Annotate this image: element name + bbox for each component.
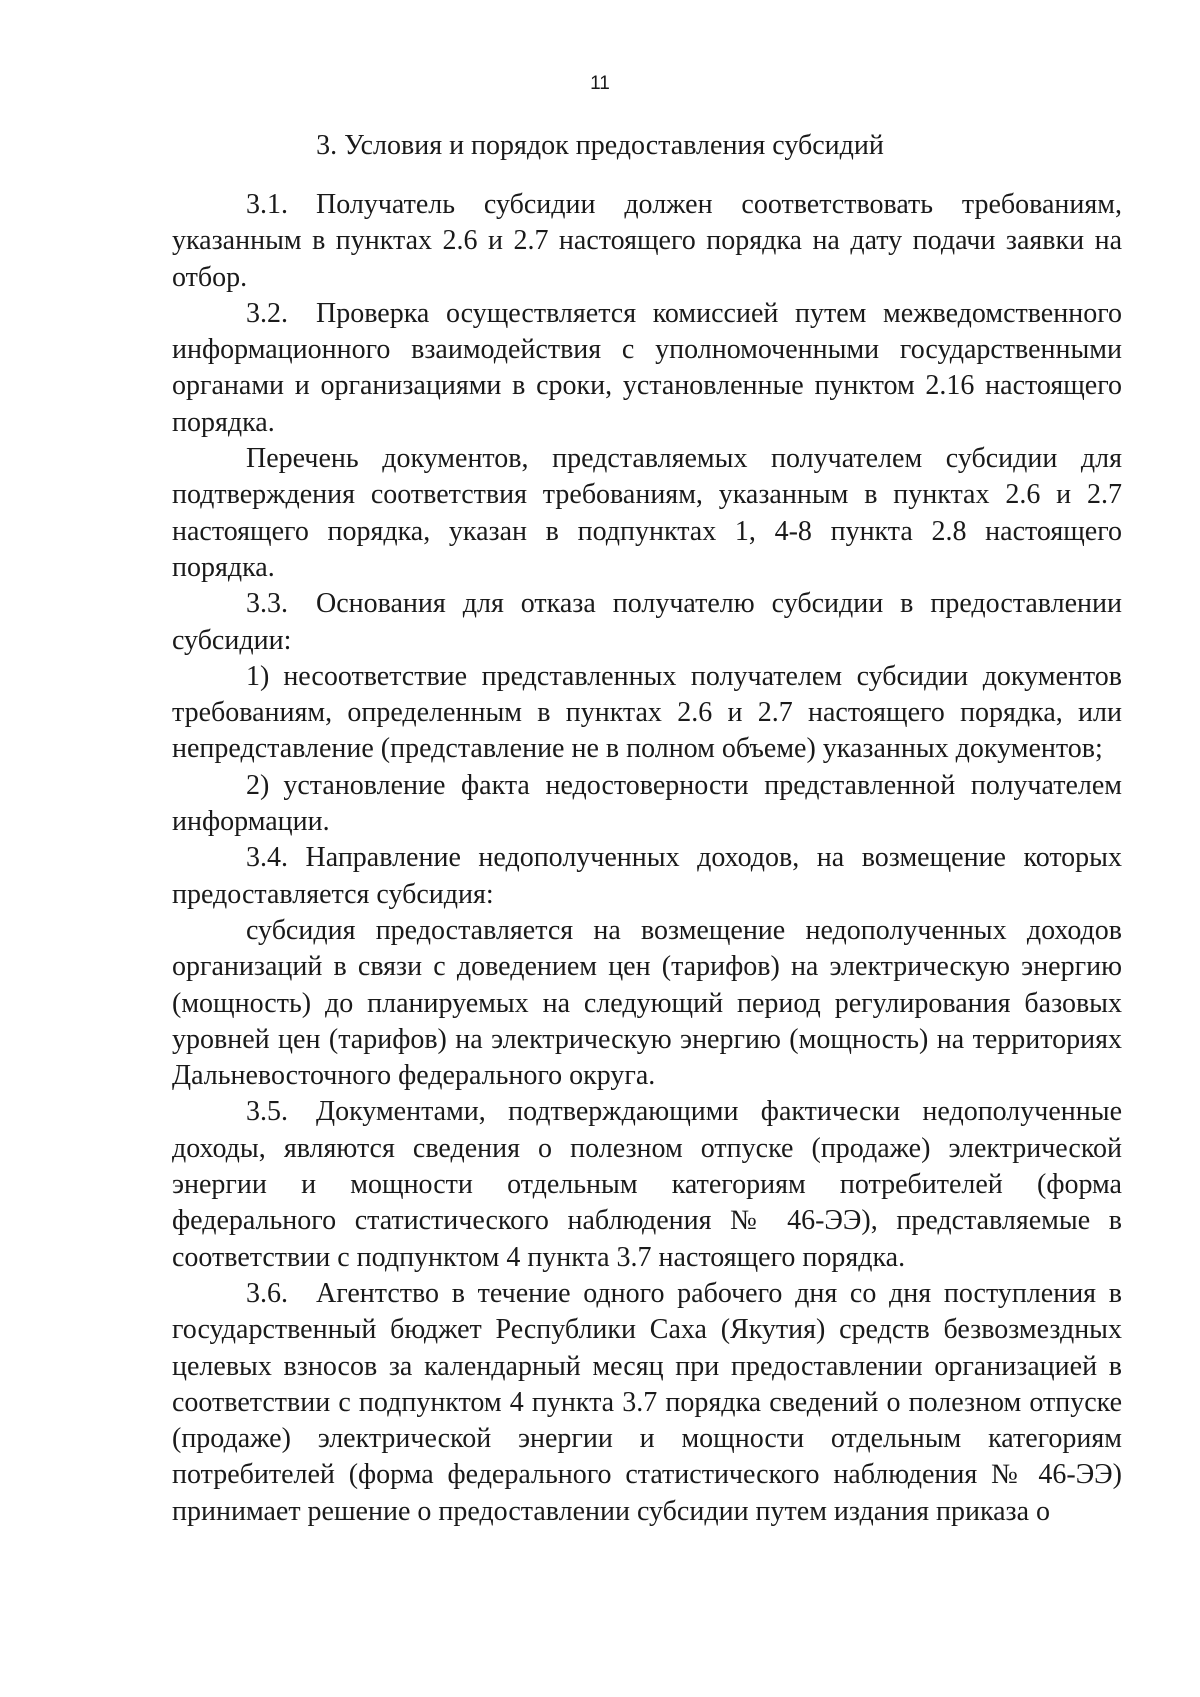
section-title: 3. Условия и порядок предоставления субсидий (316, 130, 884, 161)
list-item-refusal-2: 2) установление факта недостоверности представленной получателем информации. (172, 769, 1122, 838)
document-body (172, 187, 1122, 1530)
paragraph-3-3: 3.3. Основания для отказа получателю субсидии в предоставлении субсидии: (172, 588, 1122, 656)
paragraph-3-2: 3.2. Проверка осуществляется комиссией путем межведомственного информационного взаимодействия с уполномоченными государственными органами и организациями в сроки, установленные пунктом 2.16 настоящего порядка. (172, 297, 1122, 438)
paragraph-3-4: 3.4. Направление недополученных доходов, на возмещение которых предоставляется субсидия: (172, 842, 1122, 910)
paragraph-3-6: 3.6. Агентство в течение одного рабочего дня со дня поступления в государственный бюджет Республики Саха (Якутия) средств безвозмездных целевых взносов за календарный месяц при предоставлении организацией в соответствии с подпунктом 4 пункта 3.7 порядка сведений о полезном отпуске (продаже) электрической энергии и мощности отдельным категориям потребителей (форма федерального статистического наблюдения № 46-ЭЭ) принимает решение о предоставлении субсидии путем издания приказа о (172, 1277, 1122, 1527)
paragraph-subsidy-purpose: субсидия предоставляется на возмещение недополученных доходов организаций в связи с доведением цен (тарифов) на электрическую энергию (мощность) до планируемых на следующий период регулирования базовых уровней цен (тарифов) на электрическую энергию (мощность) на территориях Дальневосточного федерального округа. (172, 914, 1122, 1092)
list-item-refusal-1: 1) несоответствие представленных получателем субсидии документов требованиям, определенным в пунктах 2.6 и 2.7 настоящего порядка, или непредставление (представление не в полном объеме) указанных документов; (172, 660, 1122, 765)
page-number: 11 (590, 73, 610, 94)
paragraph-documents-list: Перечень документов, представляемых получателем субсидии для подтверждения соответствия требованиям, указанным в пунктах 2.6 и 2.7 настоящего порядка, указан в подпунктах 1, 4-8 пункта 2.8 настоящего порядка. (172, 443, 1122, 583)
paragraph-3-5: 3.5. Документами, подтверждающими фактически недополученные доходы, являются сведения о полезном отпуске (продаже) электрической энергии и мощности отдельным категориям потребителей (форма федерального статистического наблюдения № 46-ЭЭ), представляемые в соответствии с подпунктом 4 пункта 3.7 настоящего порядка. (172, 1096, 1122, 1273)
paragraph-3-1: 3.1. Получатель субсидии должен соответствовать требованиям, указанным в пунктах 2.6 и 2.7 настоящего порядка на дату подачи заявки на отбор. (172, 189, 1122, 293)
